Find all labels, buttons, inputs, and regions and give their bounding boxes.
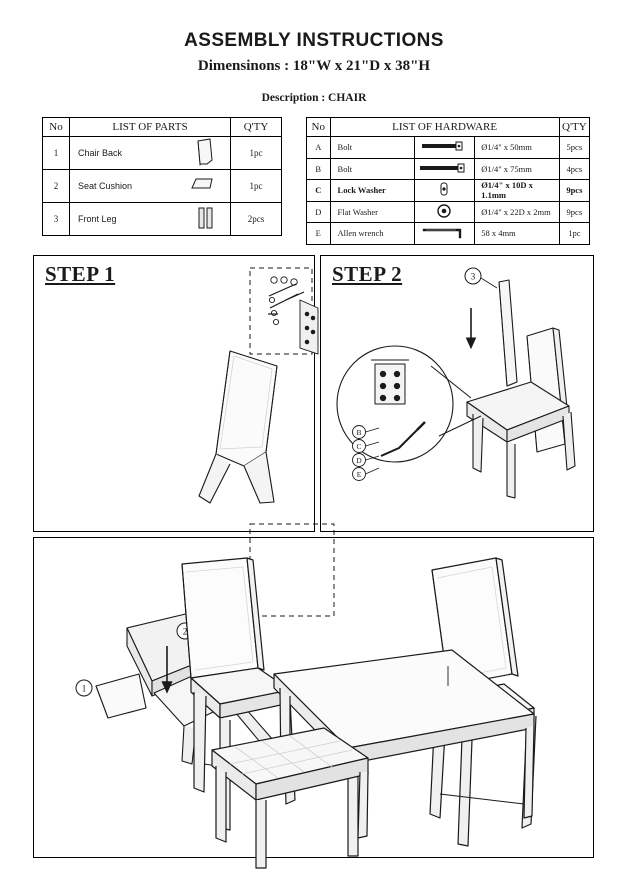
hardware-spec: Ø1/4" x 50mm bbox=[475, 137, 560, 159]
hardware-label: Lock Washer bbox=[330, 180, 414, 202]
step-2-illustration bbox=[321, 256, 595, 533]
table-row bbox=[307, 158, 590, 180]
step-2-label: STEP 2 bbox=[332, 262, 403, 286]
table-row bbox=[43, 170, 282, 203]
hardware-table bbox=[306, 117, 590, 245]
hardware-spec: Ø1/4" x 22D x 2mm bbox=[475, 201, 560, 223]
page-title: ASSEMBLY INSTRUCTIONS bbox=[184, 30, 444, 51]
table-row bbox=[43, 203, 282, 236]
part-qty: 1pc bbox=[231, 137, 282, 170]
chair-back-figure bbox=[190, 138, 220, 168]
hardware-qty: 1pc bbox=[559, 223, 589, 245]
hardware-no: A bbox=[307, 137, 331, 159]
hardware-qty: 4pcs bbox=[559, 158, 589, 180]
hardware-no: E bbox=[307, 223, 331, 245]
final-assembly-panel bbox=[33, 537, 594, 858]
hardware-header-no: No bbox=[307, 118, 331, 137]
hardware-no: D bbox=[307, 201, 331, 223]
lock-washer-figure bbox=[414, 180, 474, 202]
bolt-longer-figure bbox=[414, 158, 474, 180]
table-row bbox=[307, 180, 590, 202]
part-label: Seat Cushion bbox=[78, 181, 133, 191]
svg-text:2: 2 bbox=[182, 626, 188, 637]
svg-text:1: 1 bbox=[81, 683, 87, 694]
step-1-label: STEP 1 bbox=[45, 262, 116, 286]
front-leg-figure bbox=[190, 205, 220, 233]
part-no: 1 bbox=[43, 137, 70, 170]
allen-wrench-figure bbox=[414, 223, 474, 245]
step-2-panel bbox=[320, 255, 594, 532]
part-label: Chair Back bbox=[78, 148, 123, 158]
svg-text:E: E bbox=[356, 470, 362, 479]
table-row bbox=[307, 137, 590, 159]
hardware-label: Bolt bbox=[330, 137, 414, 159]
table-row bbox=[307, 201, 590, 223]
bolt-long-figure bbox=[414, 137, 474, 159]
hardware-qty: 5pcs bbox=[559, 137, 589, 159]
header bbox=[0, 30, 628, 104]
dimensions-text: Dimensinons : 18"W x 21"D x 38"H bbox=[197, 58, 431, 74]
hardware-header-name: LIST OF HARDWARE bbox=[330, 118, 559, 137]
hardware-header-qty: Q'TY bbox=[559, 118, 589, 137]
parts-header-qty: Q'TY bbox=[231, 118, 282, 137]
table-row bbox=[43, 137, 282, 170]
svg-text:B: B bbox=[356, 428, 362, 437]
final-assembly-illustration bbox=[34, 538, 595, 859]
parts-header-name: LIST OF PARTS bbox=[70, 118, 231, 137]
part-no: 2 bbox=[43, 170, 70, 203]
parts-table bbox=[42, 117, 282, 236]
hardware-spec: 58 x 4mm bbox=[475, 223, 560, 245]
hardware-label: Flat Washer bbox=[330, 201, 414, 223]
hardware-table-header-row bbox=[307, 118, 590, 137]
hardware-spec: Ø1/4" x 75mm bbox=[475, 158, 560, 180]
hardware-no: B bbox=[307, 158, 331, 180]
flat-washer-figure bbox=[414, 201, 474, 223]
parts-table-header-row bbox=[43, 118, 282, 137]
description-text: Description : CHAIR bbox=[261, 92, 367, 104]
step-1-panel bbox=[33, 255, 315, 694]
step-1-illustration bbox=[34, 256, 316, 694]
table-row bbox=[307, 223, 590, 245]
hardware-qty: 9pcs bbox=[559, 180, 589, 202]
svg-text:D: D bbox=[356, 456, 362, 465]
hardware-label: Allen wrench bbox=[330, 223, 414, 245]
hardware-spec: Ø1/4" x 10D x 1.1mm bbox=[475, 180, 560, 202]
part-qty: 1pc bbox=[231, 170, 282, 203]
hardware-no: C bbox=[307, 180, 331, 202]
hardware-qty: 9pcs bbox=[559, 201, 589, 223]
part-qty: 2pcs bbox=[231, 203, 282, 236]
part-no: 3 bbox=[43, 203, 70, 236]
parts-header-no: No bbox=[43, 118, 70, 137]
svg-text:C: C bbox=[356, 442, 362, 451]
hardware-label: Bolt bbox=[330, 158, 414, 180]
svg-text:3: 3 bbox=[470, 271, 476, 282]
seat-cushion-figure bbox=[186, 176, 220, 196]
part-label: Front Leg bbox=[78, 214, 117, 224]
